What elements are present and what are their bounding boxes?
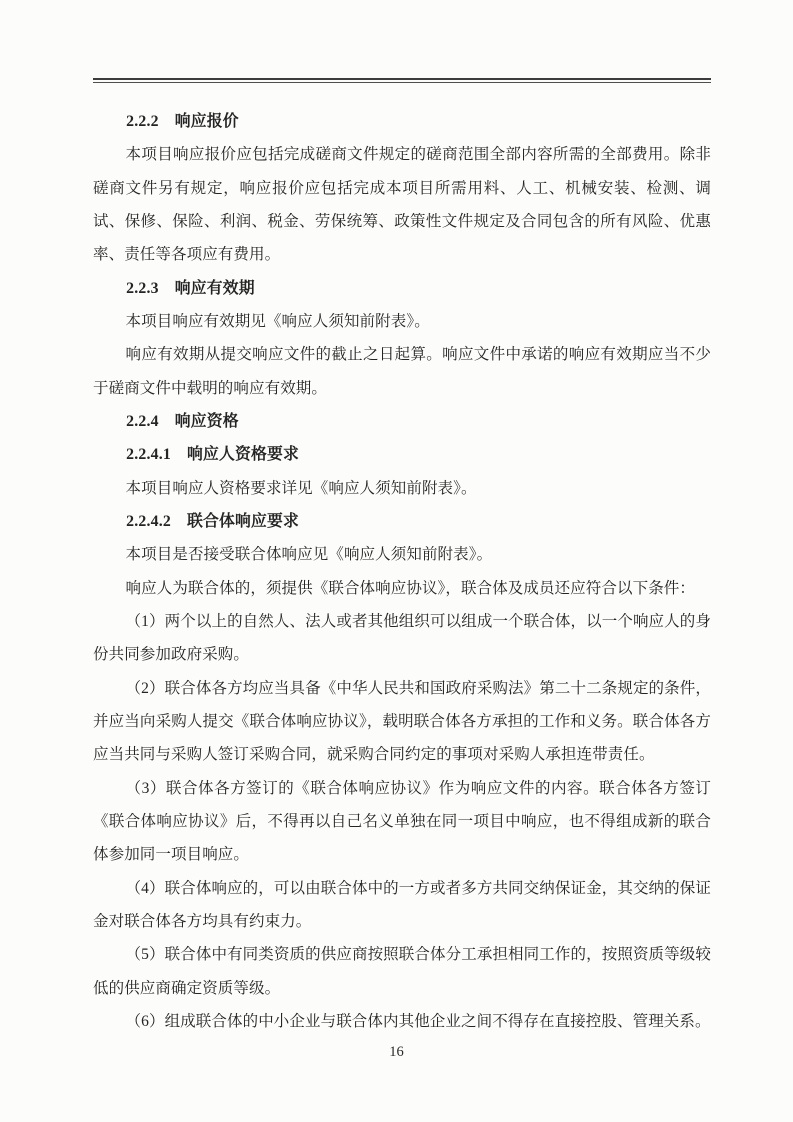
list-item-1: （1）两个以上的自然人、法人或者其他组织可以组成一个联合体，以一个响应人的身份共同参加政府采购。 [93, 612, 711, 664]
section-heading-2-2-3: 2.2.3 响应有效期 [126, 279, 255, 297]
paragraph-consortium-ref: 本项目是否接受联合体响应见《响应人须知前附表》。 [125, 546, 493, 564]
paragraph-consortium-intro: 响应人为联合体的，须提供《联合体响应协议》，联合体及成员还应符合以下条件： [125, 579, 695, 597]
section-heading-2-2-4-1: 2.2.4.1 响应人资格要求 [126, 446, 299, 464]
paragraph-qualification-ref: 本项目响应人资格要求详见《响应人须知前附表》。 [125, 479, 477, 497]
section-heading-2-2-4-2: 2.2.4.2 联合体响应要求 [126, 512, 299, 530]
page-footer [0, 1044, 793, 1061]
list-item-3: （3）联合体各方签订的《联合体响应协议》作为响应文件的内容。联合体各方签订《联合体响应协议》后，不得再以自己名义单独在同一项目中响应，也不得组成新的联合体参加同一项目响应。 [93, 779, 711, 864]
section-heading-2-2-2: 2.2.2 响应报价 [126, 113, 239, 130]
paragraph-response-quote: 本项目响应报价应包括完成磋商文件规定的磋商范围全部内容所需的全部费用。除非磋商文件另有规定，响应报价应包括完成本项目所需用料、人工、机械安装、检测、调试、保修、保险、利润、税金、劳保统筹、政策性文件规定及合同包含的所有风险、优惠率、责任等各项应有费用。 [93, 146, 711, 264]
list-item-5: （5）联合体中有同类资质的供应商按照联合体分工承担相同工作的，按照资质等级较低的供应商确定资质等级。 [93, 946, 711, 997]
paragraph-validity-ref: 本项目响应有效期见《响应人须知前附表》。 [125, 312, 430, 330]
page-number: 16 [389, 1044, 404, 1060]
list-item-4: （4）联合体响应的，可以由联合体中的一方或者多方共同交纳保证金，其交纳的保证金对联合体各方均具有约束力。 [93, 879, 711, 930]
section-heading-2-2-4: 2.2.4 响应资格 [126, 412, 239, 430]
list-item-2: （2）联合体各方均应当具备《中华人民共和国政府采购法》第二十二条规定的条件，并应当向采购人提交《联合体响应协议》，载明联合体各方承担的工作和义务。联合体各方应当共同与采购人签订采购合同，就采购合同约定的事项对采购人承担连带责任。 [93, 679, 711, 764]
list-item-6: （6）组成联合体的中小企业与联合体内其他企业之间不得存在直接控股、管理关系。 [125, 1012, 711, 1030]
document-content [93, 105, 711, 1038]
paragraph-validity-rule: 响应有效期从提交响应文件的截止之日起算。响应文件中承诺的响应有效期应当不少于磋商文件中载明的响应有效期。 [93, 346, 711, 397]
header-double-rule [93, 78, 711, 83]
